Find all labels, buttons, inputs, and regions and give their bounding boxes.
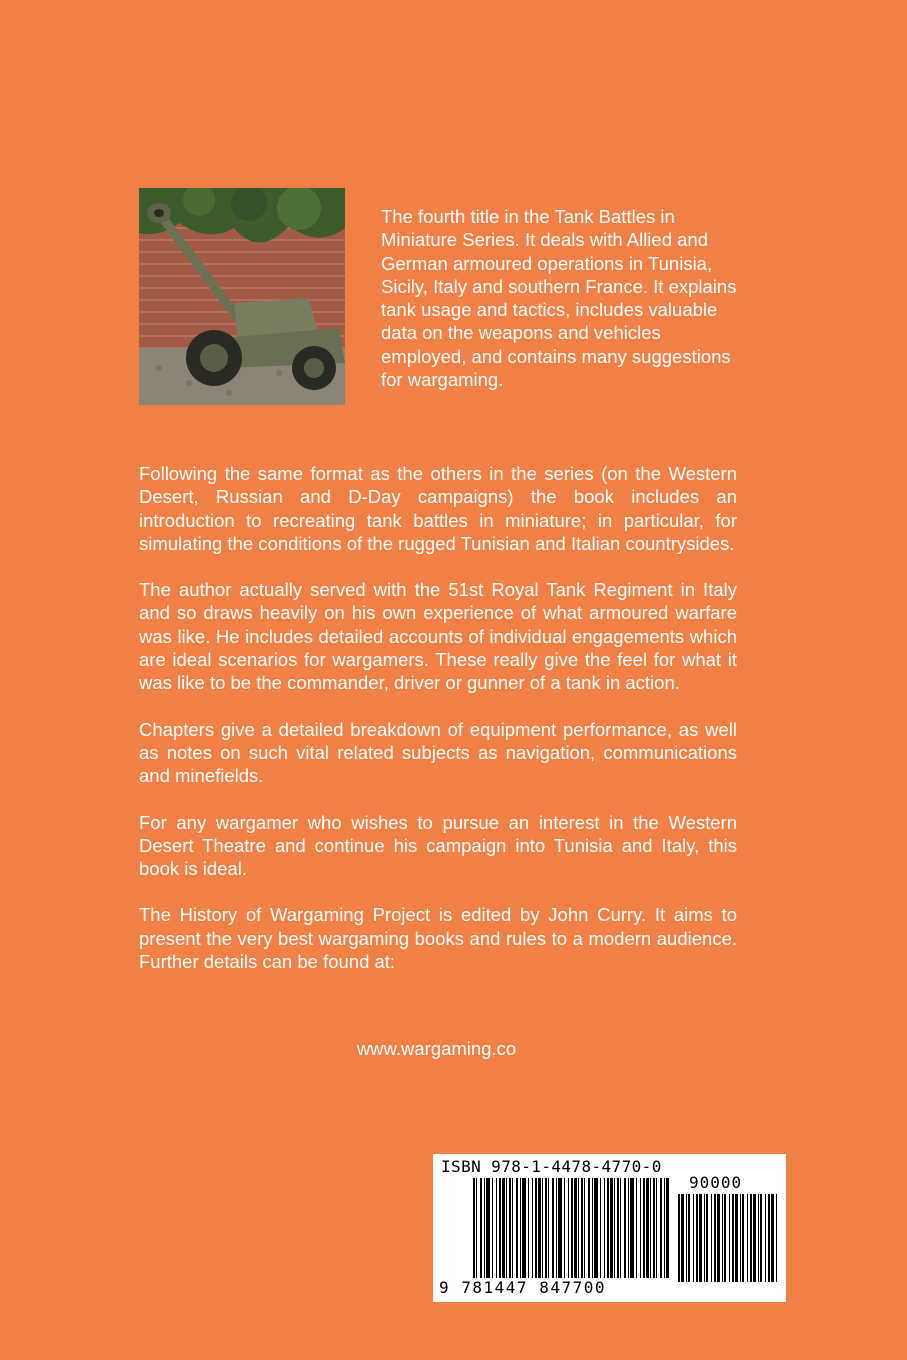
- barcode-bar: [650, 1178, 651, 1278]
- barcode-bar: [584, 1178, 585, 1278]
- barcode-bar: [765, 1194, 766, 1282]
- barcode-bar: [714, 1194, 716, 1282]
- barcode-bar: [688, 1194, 690, 1282]
- barcode-bar: [538, 1178, 541, 1278]
- barcode-bar: [568, 1178, 569, 1278]
- barcode-bar: [614, 1178, 615, 1278]
- barcode-bar: [656, 1178, 657, 1278]
- barcode-bar: [640, 1178, 641, 1278]
- barcode-bar: [732, 1194, 734, 1282]
- barcode-bar: [476, 1178, 477, 1278]
- barcode-bar: [664, 1178, 665, 1278]
- barcode-bar: [506, 1178, 507, 1278]
- barcode-bar: [492, 1178, 493, 1278]
- barcode-bar: [686, 1194, 687, 1282]
- paragraph-author: The author actually served with the 51st Royal Tank Regiment in Italy and so draws heavily on his own experience of what armoured warfare was like. He includes detailed accounts of individual engagements which are ideal scenarios for wargamers. These really give the feel for what it was like to be the commander, driver or gunner of a tank in action.: [139, 579, 737, 694]
- barcode-bar: [522, 1178, 526, 1278]
- barcode-bar: [496, 1178, 497, 1278]
- barcode-bar: [556, 1178, 557, 1278]
- barcode-bar: [704, 1194, 705, 1282]
- barcode-bar: [558, 1178, 562, 1278]
- barcode-bar: [646, 1178, 649, 1278]
- barcode-bar: [620, 1178, 621, 1278]
- barcode-bar: [502, 1178, 505, 1278]
- barcode-bar: [484, 1178, 485, 1278]
- barcode-bar: [740, 1194, 741, 1282]
- barcode-bar: [588, 1178, 590, 1278]
- barcode-bar: [747, 1194, 748, 1282]
- barcode-bar: [729, 1194, 730, 1282]
- barcode-bar: [758, 1194, 759, 1282]
- website-url: www.wargaming.co: [356, 1038, 517, 1059]
- barcode-bar: [760, 1194, 762, 1282]
- barcode-bar: [535, 1178, 537, 1278]
- barcode-bar: [480, 1178, 482, 1278]
- barcode-bar: [678, 1194, 680, 1282]
- barcode-bar: [722, 1194, 723, 1282]
- barcode-bar: [532, 1178, 533, 1278]
- barcode-bar: [628, 1178, 629, 1278]
- barcode-bar: [499, 1178, 501, 1278]
- barcode-bar: [742, 1194, 744, 1282]
- barcode-bar: [630, 1178, 634, 1278]
- barcode-bar: [724, 1194, 726, 1282]
- barcode-bar: [653, 1178, 655, 1278]
- paragraph-audience: For any wargamer who wishes to pursue an interest in the Western Desert Theatre and continue his campaign into Tunisia and Italy, this book is ideal.: [139, 811, 737, 880]
- barcode-bar: [711, 1194, 712, 1282]
- barcode-bar: [542, 1178, 543, 1278]
- barcode-bar: [666, 1178, 669, 1278]
- paragraph-project: The History of Wargaming Project is edited by John Curry. It aims to present the very best wargaming books and rules to a modern audience. Further details can be found at:: [139, 904, 737, 973]
- barcode-bar: [600, 1178, 601, 1278]
- barcode-bar: [592, 1178, 593, 1278]
- addon-bars: [678, 1194, 778, 1282]
- barcode-bar: [574, 1178, 577, 1278]
- paragraph-format: Following the same format as the others in the series (on the Western Desert, Russian and D-Day campaigns) the book includes an introduction to recreating tank battles in miniature; in particular, for simulating the conditions of the rugged Tunisian and Italian countrysides.: [139, 463, 737, 554]
- barcode-bar: [750, 1194, 752, 1282]
- barcode-bar: [509, 1178, 511, 1278]
- barcode-bar: [548, 1178, 549, 1278]
- barcode-bar: [706, 1194, 708, 1282]
- barcode-bar: [545, 1178, 547, 1278]
- barcode-bar: [516, 1178, 518, 1278]
- barcode-bar: [693, 1194, 694, 1282]
- price-addon-label: 90000: [689, 1173, 743, 1192]
- isbn-barcode: [433, 1154, 786, 1302]
- barcode-bar: [581, 1178, 583, 1278]
- barcode-bar: [571, 1178, 573, 1278]
- description-body: [139, 462, 737, 996]
- intro-text: The fourth title in the Tank Battles in Miniature Series. It deals with Allied and German armoured operations in Tunisia, Sicily, Italy and southern France. It explains tank usage and tactics, includes valuable data on the weapons and vehicles employed, and contains many suggestions for wargaming.: [381, 206, 737, 391]
- barcode-bar: [486, 1178, 490, 1278]
- cover-photo-anti-tank-gun: [139, 188, 345, 405]
- ean-digits: 9 781447 847700: [439, 1278, 606, 1297]
- barcode-bar: [604, 1178, 605, 1278]
- barcode-bar: [735, 1194, 738, 1282]
- barcode-bar: [717, 1194, 720, 1282]
- barcode-bar: [610, 1178, 613, 1278]
- barcode-bar: [771, 1194, 774, 1282]
- barcode-bar: [699, 1194, 702, 1282]
- paragraph-chapters: Chapters give a detailed breakdown of equipment performance, as well as notes on such vital related subjects as navigation, communications and minefields.: [139, 718, 737, 787]
- barcode-bar: [552, 1178, 554, 1278]
- barcode-bar: [753, 1194, 756, 1282]
- barcode-bar: [636, 1178, 637, 1278]
- barcode-bar: [594, 1178, 598, 1278]
- barcode-bar: [607, 1178, 609, 1278]
- barcode-bar: [776, 1194, 777, 1282]
- barcode-bar: [520, 1178, 521, 1278]
- barcode-bar: [696, 1194, 698, 1282]
- barcode-bar: [528, 1178, 529, 1278]
- barcode-bar: [768, 1194, 770, 1282]
- barcode-bar: [643, 1178, 645, 1278]
- barcode-bar: [660, 1178, 662, 1278]
- barcode-bar: [512, 1178, 513, 1278]
- barcode-bar: [624, 1178, 626, 1278]
- barcode-bar: [681, 1194, 684, 1282]
- barcode-bar: [617, 1178, 619, 1278]
- barcode-bar: [564, 1178, 565, 1278]
- barcode-bar: [473, 1178, 475, 1278]
- ean-bars: [473, 1178, 669, 1282]
- isbn-label: ISBN 978-1-4478-4770-0: [441, 1157, 662, 1176]
- barcode-bar: [578, 1178, 579, 1278]
